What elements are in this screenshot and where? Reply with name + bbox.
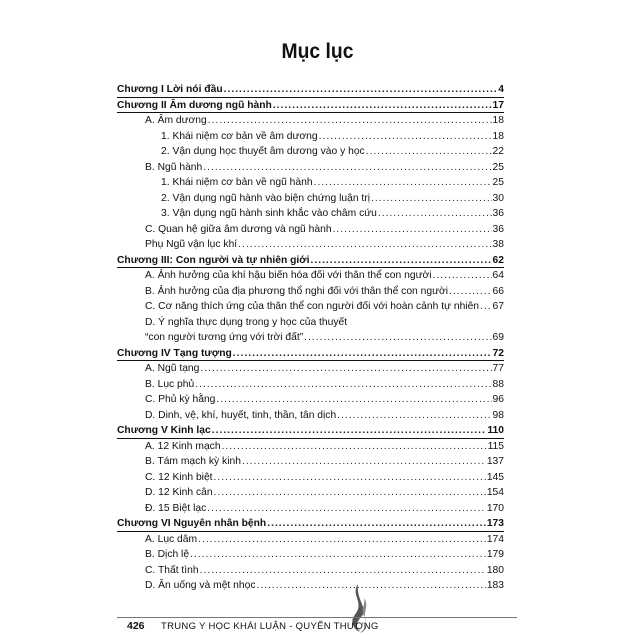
toc-entry-row [117,144,504,160]
toc-entry-row [117,563,504,579]
toc-entry-row [117,532,504,548]
toc-entry-label: D. Dinh, vệ, khí, huyết, tinh, thần, tân dịch [145,409,337,421]
toc-page-number: 110 [487,425,504,436]
toc-entry-label: 2. Vận dụng học thuyết âm dương vào y học [161,146,365,157]
toc-page-number: 173 [486,518,504,529]
toc-page-number: 183 [486,580,504,591]
toc-entry-row [117,501,504,517]
toc-entry-label: C. Thất tình [145,564,199,576]
toc-chapter-row [117,346,504,362]
toc-entry-label: D. Ăn uống và mệt nhọc [145,580,256,591]
toc-page-number: 145 [486,471,504,483]
footer-rule [117,617,517,618]
toc-entry-label: Đ. 15 Biệt lạc [145,502,207,514]
toc-entry-row [117,470,504,486]
toc-chapter-row [117,516,504,532]
toc-entry-label: C. Quan hệ giữa âm dương và ngũ hành [145,223,332,235]
toc-chapter-row [117,253,504,269]
toc-page-number: 98 [492,409,504,421]
toc-page-number: 137 [486,456,504,467]
toc-leader-dots [200,563,486,579]
toc-page-number: 96 [492,394,504,405]
toc-leader-dots [366,144,492,160]
toc-entry-label: Chương I Lời nói đầu [117,84,223,95]
toc-entry-row [117,315,504,331]
toc-entry-label: Chương III: Con người và tự nhiên giới [117,254,310,266]
toc-page-number: 69 [492,332,504,343]
toc-entry-row [117,175,504,191]
toc-leader-dots [207,501,486,517]
toc-entry-label: B. Tám mạch kỳ kinh [145,456,241,467]
toc-entry-row [117,129,504,145]
toc-entry-row [117,284,504,300]
toc-entry-label: 2. Vận dụng ngũ hành vào biện chứng luận trị [161,192,370,204]
toc-entry-row [117,547,504,563]
toc-leader-dots [371,191,492,207]
toc-leader-dots [273,98,492,114]
toc-chapter-row [117,82,504,98]
toc-entry-label: D. 12 Kinh cân [145,487,213,498]
toc-entry-label: C. 12 Kinh biệt [145,471,213,483]
toc-page-number: 174 [486,533,504,545]
toc-page-number: 36 [492,223,504,235]
toc-entry-label: 3. Vận dụng ngũ hành sinh khắc vào châm cứu [161,208,377,219]
table-of-contents [117,82,504,594]
toc-entry-label: Phụ Ngũ vận lục khí [145,239,238,250]
toc-entry-row [117,268,504,284]
toc-chapter-row [117,423,504,439]
toc-entry-label: B. Ảnh hưởng của địa phương thổ nghi đối với thân thể con người [145,285,449,297]
toc-entry-row [117,392,504,408]
toc-entry-label: A. 12 Kinh mạch [145,440,221,452]
toc-entry-row [117,191,504,207]
toc-page-number: 25 [492,161,504,173]
toc-entry-label: C. Cơ năng thích ứng của thân thể con người đối với hoàn cảnh tự nhiên [145,301,480,312]
toc-entry-row [117,237,504,253]
toc-page-number: 88 [492,378,504,390]
toc-entry-label: “con người tương ứng với trời đất” [145,332,304,343]
toc-entry-label: B. Ngũ hành [145,161,203,173]
toc-entry-row [117,222,504,238]
toc-entry-row [117,206,504,222]
toc-leader-dots [449,284,492,300]
toc-leader-dots [242,454,486,470]
toc-leader-dots [216,392,491,408]
toc-entry-row [117,454,504,470]
toc-leader-dots [198,532,486,548]
page-footer [117,617,537,635]
toc-page-number: 25 [492,177,504,188]
toc-entry-label: A. Ảnh hưởng của khí hậu biến hóa đối với thân thể con người [145,270,432,281]
toc-leader-dots [310,253,491,269]
toc-leader-dots [212,423,487,439]
toc-page-number: 62 [492,254,504,266]
toc-entry-label: 1. Khái niệm cơ bản về âm dương [161,130,318,142]
toc-leader-dots [304,330,491,346]
footer-book-title: TRUNG Y HỌC KHÁI LUẬN - QUYỂN THƯỢNG [161,621,379,632]
toc-entry-label: Chương V Kinh lạc [117,425,211,436]
toc-entry-label: A. Ngũ tạng [145,363,200,374]
footer-page-number: 426 [127,620,145,632]
toc-entry-label: A. Lục dâm [145,533,198,545]
toc-leader-dots [224,82,498,98]
toc-leader-dots [190,547,486,563]
toc-leader-dots [319,129,492,145]
toc-leader-dots [214,470,486,486]
toc-leader-dots [267,516,486,532]
toc-page-number: 18 [492,115,504,126]
toc-entry-label: D. Ý nghĩa thực dụng trong y học của thuyết [145,316,348,328]
toc-entry-label: C. Phủ kỳ hằng [145,394,216,405]
toc-entry-row [117,361,504,377]
toc-leader-dots [378,206,492,222]
toc-page-number: 66 [492,285,504,297]
toc-page-number: 18 [492,130,504,142]
toc-page-number: 115 [487,440,504,452]
toc-entry-label: B. Dịch lệ [145,549,190,560]
toc-chapter-row [117,98,504,114]
toc-entry-row [117,578,504,594]
toc-page-number: 170 [486,502,504,514]
toc-leader-dots [222,439,487,455]
toc-page-number: 67 [492,301,504,312]
toc-entry-label: Chương IV Tạng tượng [117,347,232,359]
toc-entry-label: B. Lục phủ [145,378,195,390]
toc-leader-dots [214,485,486,501]
toc-entry-row [117,439,504,455]
toc-entry-row [117,330,504,346]
toc-entry-row [117,160,504,176]
page-title: Mục lục [281,40,354,63]
toc-page-number: 30 [492,192,504,204]
toc-entry-row [117,299,504,315]
toc-page-number: 179 [486,549,504,560]
toc-leader-dots [238,237,491,253]
toc-page-number: 36 [492,208,504,219]
toc-leader-dots [203,160,491,176]
toc-leader-dots [314,175,492,191]
toc-leader-dots [333,222,492,238]
toc-page-number: 22 [492,146,504,157]
toc-page-number: 180 [486,564,504,576]
toc-leader-dots [208,113,492,129]
toc-leader-dots [195,377,491,393]
toc-leader-dots [433,268,492,284]
toc-entry-label: Chương VI Nguyên nhân bệnh [117,518,267,529]
toc-entry-row [117,113,504,129]
toc-leader-dots [200,361,491,377]
toc-page-number: 64 [492,270,504,281]
toc-page-number: 17 [492,99,504,111]
toc-page-number: 4 [498,84,504,95]
toc-entry-row [117,485,504,501]
toc-page-number: 154 [486,487,504,498]
toc-leader-dots [233,346,492,362]
toc-leader-dots [480,299,492,315]
toc-entry-label: A. Âm dương [145,115,207,126]
toc-page-number: 72 [492,347,504,359]
toc-leader-dots [337,408,491,424]
toc-page-number: 77 [492,363,504,374]
toc-entry-row [117,377,504,393]
toc-entry-row [117,408,504,424]
toc-entry-label: 1. Khái niệm cơ bản về ngũ hành [161,177,313,188]
toc-entry-label: Chương II Âm dương ngũ hành [117,99,272,111]
toc-page-number: 38 [492,239,504,250]
